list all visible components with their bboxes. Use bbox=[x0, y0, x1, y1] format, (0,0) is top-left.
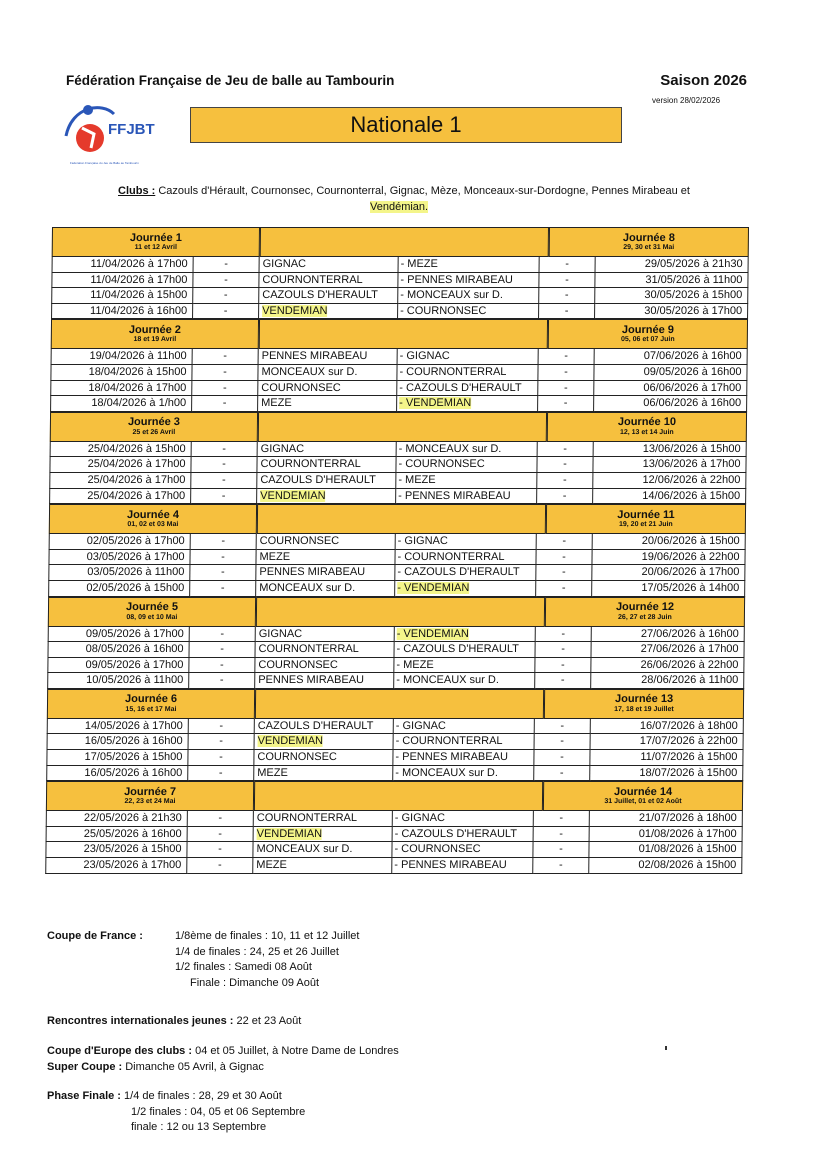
return-date: 20/06/2026 à 15h00 bbox=[593, 534, 746, 550]
away-team bbox=[395, 581, 536, 597]
match-date: 02/05/2026 à 15h00 bbox=[48, 581, 190, 597]
separator: - bbox=[188, 750, 254, 766]
return-date: 17/05/2026 à 14h00 bbox=[592, 581, 745, 597]
match-date: 25/04/2026 à 17h00 bbox=[49, 457, 191, 473]
home-team: COURNONSEC bbox=[255, 658, 394, 674]
coupe-france-line-3: 1/2 finales : Samedi 08 Août bbox=[175, 961, 312, 974]
separator: - bbox=[187, 842, 253, 858]
return-date: 11/07/2026 à 15h00 bbox=[590, 750, 743, 766]
coupe-france-line-4: Finale : Dimanche 09 Août bbox=[190, 976, 320, 989]
round-dates: 17, 18 et 19 Juillet bbox=[614, 705, 674, 713]
return-separator: - bbox=[539, 273, 595, 289]
round-header bbox=[48, 597, 745, 627]
round-right bbox=[548, 319, 748, 349]
return-date: 12/06/2026 à 22h00 bbox=[593, 473, 746, 489]
separator: - bbox=[190, 627, 256, 643]
table-row bbox=[47, 642, 744, 658]
return-separator: - bbox=[536, 550, 592, 566]
separator: - bbox=[193, 273, 259, 289]
home-team: MEZE bbox=[256, 550, 395, 566]
match-date: 09/05/2026 à 17h00 bbox=[48, 627, 190, 643]
away-team: - COURNONTERRAL bbox=[394, 734, 535, 750]
home-team: GIGNAC bbox=[260, 257, 399, 273]
away-team: - GIGNAC bbox=[398, 349, 539, 365]
away-team: - MEZE bbox=[396, 473, 537, 489]
round-dates: 29, 30 et 31 Mai bbox=[623, 244, 675, 252]
separator: - bbox=[192, 442, 258, 458]
home-team bbox=[259, 304, 398, 320]
round-left bbox=[46, 781, 254, 811]
return-separator: - bbox=[539, 288, 595, 304]
table-row bbox=[47, 673, 744, 689]
match-date: 25/04/2026 à 17h00 bbox=[49, 489, 191, 505]
round-header-spacer bbox=[257, 504, 546, 534]
round-name: Journée 2 bbox=[128, 323, 181, 336]
return-separator: - bbox=[535, 673, 591, 689]
return-date: 21/07/2026 à 18h00 bbox=[590, 811, 743, 827]
clubs-label: Clubs : bbox=[118, 185, 156, 197]
away-team: - PENNES MIRABEAU bbox=[392, 858, 533, 874]
table-row bbox=[48, 550, 745, 566]
home-team: PENNES MIRABEAU bbox=[256, 565, 395, 581]
internationales-label: Rencontres internationales jeunes : bbox=[47, 1015, 234, 1028]
home-team: PENNES MIRABEAU bbox=[255, 673, 394, 689]
away-team: - CAZOULS D'HERAULT bbox=[394, 642, 535, 658]
separator: - bbox=[188, 766, 254, 782]
round-dates: 05, 06 et 07 Juin bbox=[620, 336, 675, 344]
match-date: 18/04/2026 à 17h00 bbox=[50, 381, 192, 397]
round-name: Journée 3 bbox=[127, 416, 181, 429]
return-date: 31/05/2026 à 11h00 bbox=[595, 273, 748, 289]
match-date: 11/04/2026 à 16h00 bbox=[51, 304, 193, 320]
return-separator: - bbox=[537, 489, 593, 505]
return-date: 30/05/2026 à 17h00 bbox=[595, 304, 748, 320]
highlighted-team: VENDEMIAN bbox=[256, 827, 323, 840]
return-separator: - bbox=[537, 457, 593, 473]
home-team: CAZOULS D'HERAULT bbox=[257, 473, 396, 489]
ffjbt-logo bbox=[62, 96, 174, 170]
home-team: CAZOULS D'HERAULT bbox=[259, 288, 398, 304]
return-date: 02/08/2026 à 15h00 bbox=[589, 858, 742, 874]
separator: - bbox=[193, 349, 259, 365]
stray-mark bbox=[665, 1046, 667, 1050]
match-date: 23/05/2026 à 17h00 bbox=[45, 858, 187, 874]
home-team: MONCEAUX sur D. bbox=[253, 842, 392, 858]
phase-finale-label: Phase Finale : bbox=[47, 1090, 121, 1103]
table-row bbox=[50, 396, 747, 412]
super-coupe-line bbox=[47, 1060, 667, 1076]
away-team: - COURNONSEC bbox=[396, 457, 537, 473]
return-separator: - bbox=[539, 304, 595, 320]
away-team: - GIGNAC bbox=[394, 719, 535, 735]
away-team: - PENNES MIRABEAU bbox=[393, 750, 534, 766]
table-row bbox=[49, 489, 746, 505]
match-date: 11/04/2026 à 17h00 bbox=[51, 273, 193, 289]
return-separator: - bbox=[538, 442, 594, 458]
round-dates: 11 et 12 Avril bbox=[134, 244, 177, 252]
home-team: COURNONTERRAL bbox=[255, 642, 394, 658]
coupe-france-item: 1/8ème de finales : 10, 11 et 12 Juillet bbox=[175, 930, 360, 942]
away-team: - MONCEAUX sur D. bbox=[397, 442, 538, 458]
return-date: 17/07/2026 à 22h00 bbox=[591, 734, 744, 750]
return-date: 30/05/2026 à 15h00 bbox=[595, 288, 748, 304]
round-header bbox=[50, 412, 747, 442]
return-separator: - bbox=[538, 396, 594, 412]
round-name: Journée 4 bbox=[126, 508, 180, 521]
away-team: - PENNES MIRABEAU bbox=[396, 489, 537, 505]
round-left bbox=[51, 319, 259, 349]
federation-name: Fédération Française de Jeu de balle au Tambourin bbox=[66, 73, 395, 88]
table-row bbox=[49, 534, 746, 550]
table-row bbox=[50, 365, 747, 381]
home-team: MONCEAUX sur D. bbox=[256, 581, 395, 597]
separator: - bbox=[189, 734, 255, 750]
separator: - bbox=[193, 304, 259, 320]
return-separator: - bbox=[533, 858, 589, 874]
round-name: Journée 13 bbox=[614, 693, 674, 706]
round-dates: 15, 16 et 17 Mai bbox=[125, 705, 177, 713]
home-team: COURNONTERRAL bbox=[259, 273, 398, 289]
away-team: - CAZOULS D'HERAULT bbox=[395, 565, 536, 581]
match-date: 09/05/2026 à 17h00 bbox=[47, 658, 189, 674]
return-date: 13/06/2026 à 17h00 bbox=[593, 457, 746, 473]
logo-small-text: Fédération Française du Jeu de Balle au Tambourin bbox=[70, 161, 139, 165]
home-team: COURNONTERRAL bbox=[257, 457, 396, 473]
return-date: 13/06/2026 à 15h00 bbox=[594, 442, 747, 458]
return-separator: - bbox=[536, 565, 592, 581]
away-team: - MONCEAUX sur D. bbox=[398, 288, 539, 304]
away-team: - COURNONSEC bbox=[398, 304, 539, 320]
return-date: 29/05/2026 à 21h30 bbox=[596, 257, 749, 273]
separator: - bbox=[193, 288, 259, 304]
round-header-spacer bbox=[259, 319, 548, 349]
home-team: MONCEAUX sur D. bbox=[258, 365, 397, 381]
table-row bbox=[49, 457, 746, 473]
highlighted-team: VENDEMIAN bbox=[262, 304, 328, 317]
separator: - bbox=[192, 365, 258, 381]
match-date: 25/05/2026 à 16h00 bbox=[46, 827, 188, 843]
table-row bbox=[45, 842, 742, 858]
round-dates: 31 Juillet, 01 et 02 Août bbox=[604, 798, 682, 806]
clubs-line bbox=[118, 183, 738, 215]
match-date: 02/05/2026 à 17h00 bbox=[49, 534, 191, 550]
super-coupe-label: Super Coupe : bbox=[47, 1060, 123, 1073]
highlighted-team: - VENDEMIAN bbox=[399, 397, 472, 410]
separator: - bbox=[192, 396, 258, 412]
coupe-europe-text: 04 et 05 Juillet, à Notre Dame de Londres bbox=[195, 1044, 399, 1057]
return-date: 01/08/2026 à 15h00 bbox=[589, 842, 742, 858]
phase-finale-line-1 bbox=[47, 1089, 667, 1105]
return-date: 16/07/2026 à 18h00 bbox=[591, 719, 744, 735]
match-date: 16/05/2026 à 16h00 bbox=[46, 766, 188, 782]
table-row bbox=[51, 349, 748, 365]
match-date: 18/04/2026 à 15h00 bbox=[50, 365, 192, 381]
separator: - bbox=[190, 550, 256, 566]
round-header-spacer bbox=[260, 227, 549, 257]
logo-text: FFJBT bbox=[108, 121, 155, 138]
return-separator: - bbox=[537, 534, 593, 550]
notes bbox=[47, 929, 667, 1136]
table-row bbox=[47, 734, 744, 750]
highlighted-team: - VENDEMIAN bbox=[397, 581, 470, 594]
schedule-table bbox=[45, 227, 749, 874]
return-separator: - bbox=[534, 766, 590, 782]
home-team bbox=[254, 827, 393, 843]
round-header-spacer bbox=[256, 597, 545, 627]
round-name: Journée 14 bbox=[613, 785, 673, 798]
phase-finale-line-2: 1/2 finales : 04, 05 et 06 Septembre bbox=[131, 1105, 306, 1118]
coupe-europe-label: Coupe d'Europe des clubs : bbox=[47, 1044, 193, 1057]
table-row bbox=[51, 304, 748, 320]
return-date: 27/06/2026 à 17h00 bbox=[591, 642, 744, 658]
return-separator: - bbox=[534, 811, 590, 827]
away-team: - CAZOULS D'HERAULT bbox=[393, 827, 534, 843]
separator: - bbox=[190, 581, 256, 597]
round-header-spacer bbox=[258, 412, 547, 442]
round-dates: 26, 27 et 28 Juin bbox=[618, 613, 672, 621]
round-dates: 01, 02 et 03 Mai bbox=[127, 521, 179, 529]
round-right bbox=[543, 781, 743, 811]
return-date: 14/06/2026 à 15h00 bbox=[593, 489, 746, 505]
home-team: COURNONSEC bbox=[258, 381, 397, 397]
return-separator: - bbox=[536, 581, 592, 597]
separator: - bbox=[189, 658, 255, 674]
match-date: 22/05/2026 à 21h30 bbox=[46, 811, 188, 827]
return-separator: - bbox=[537, 473, 593, 489]
table-row bbox=[46, 750, 743, 766]
highlighted-team: VENDEMIAN bbox=[257, 735, 324, 748]
away-team: - COURNONTERRAL bbox=[397, 365, 538, 381]
table-row bbox=[51, 273, 748, 289]
away-team: - COURNONTERRAL bbox=[395, 550, 536, 566]
table-row bbox=[49, 473, 746, 489]
round-left bbox=[49, 504, 257, 534]
match-date: 14/05/2026 à 17h00 bbox=[47, 719, 189, 735]
separator: - bbox=[191, 457, 257, 473]
round-header bbox=[49, 504, 746, 534]
round-right bbox=[549, 227, 749, 257]
separator: - bbox=[192, 381, 258, 397]
version-label: version 28/02/2026 bbox=[652, 96, 721, 105]
away-team bbox=[397, 396, 538, 412]
highlighted-team: VENDEMIAN bbox=[260, 489, 326, 502]
home-team: COURNONTERRAL bbox=[254, 811, 393, 827]
return-date: 06/06/2026 à 17h00 bbox=[594, 381, 747, 397]
match-date: 23/05/2026 à 15h00 bbox=[45, 842, 187, 858]
coupe-france-line-2: 1/4 de finales : 24, 25 et 26 Juillet bbox=[175, 945, 339, 958]
round-header bbox=[52, 227, 749, 257]
round-dates: 19, 20 et 21 Juin bbox=[618, 521, 673, 529]
home-team: GIGNAC bbox=[258, 442, 397, 458]
clubs-highlight: Vendémian. bbox=[370, 201, 429, 213]
separator: - bbox=[191, 473, 257, 489]
away-team: - MEZE bbox=[394, 658, 535, 674]
home-team: MEZE bbox=[253, 858, 392, 874]
match-date: 19/04/2026 à 11h00 bbox=[51, 349, 193, 365]
round-header bbox=[51, 319, 748, 349]
home-team: MEZE bbox=[254, 766, 393, 782]
home-team bbox=[257, 489, 396, 505]
round-right bbox=[545, 597, 745, 627]
round-name: Journée 9 bbox=[621, 323, 674, 336]
season-label: Saison 2026 bbox=[660, 72, 747, 89]
round-dates: 08, 09 et 10 Mai bbox=[126, 613, 178, 621]
away-team: - MEZE bbox=[399, 257, 540, 273]
round-name: Journée 5 bbox=[125, 601, 179, 614]
match-date: 03/05/2026 à 11h00 bbox=[48, 565, 190, 581]
return-separator: - bbox=[536, 627, 592, 643]
round-header bbox=[46, 781, 743, 811]
round-name: Journée 7 bbox=[124, 785, 177, 798]
home-team: COURNONSEC bbox=[254, 750, 393, 766]
separator: - bbox=[189, 642, 255, 658]
round-left bbox=[52, 227, 260, 257]
match-date: 03/05/2026 à 17h00 bbox=[48, 550, 190, 566]
separator: - bbox=[191, 534, 257, 550]
table-row bbox=[47, 658, 744, 674]
round-header bbox=[47, 689, 744, 719]
separator: - bbox=[194, 257, 260, 273]
separator: - bbox=[189, 719, 255, 735]
title-box bbox=[190, 107, 622, 143]
table-row bbox=[45, 858, 742, 874]
match-date: 08/05/2026 à 16h00 bbox=[47, 642, 189, 658]
return-separator: - bbox=[538, 381, 594, 397]
return-date: 26/06/2026 à 22h00 bbox=[591, 658, 744, 674]
phase-finale-first: 1/4 de finales : 28, 29 et 30 Août bbox=[124, 1090, 282, 1103]
round-name: Journée 1 bbox=[129, 231, 182, 244]
internationales-line bbox=[47, 1014, 667, 1030]
round-name: Journée 6 bbox=[125, 693, 178, 706]
return-separator: - bbox=[538, 365, 594, 381]
return-separator: - bbox=[535, 658, 591, 674]
coupe-france-line-1 bbox=[47, 929, 667, 945]
phase-finale-line-3: finale : 12 ou 13 Septembre bbox=[131, 1121, 267, 1134]
return-date: 07/06/2026 à 16h00 bbox=[595, 349, 748, 365]
round-dates: 25 et 26 Avril bbox=[132, 428, 176, 436]
match-date: 11/04/2026 à 15h00 bbox=[51, 288, 193, 304]
home-team: COURNONSEC bbox=[257, 534, 396, 550]
clubs-text: Cazouls d'Hérault, Cournonsec, Cournonterral, Gignac, Mèze, Monceaux-sur-Dordogne, Pennes Mirabeau et bbox=[158, 185, 690, 197]
return-separator: - bbox=[533, 842, 589, 858]
return-date: 06/06/2026 à 16h00 bbox=[594, 396, 747, 412]
separator: - bbox=[190, 565, 256, 581]
separator: - bbox=[188, 827, 254, 843]
return-date: 19/06/2026 à 22h00 bbox=[592, 550, 745, 566]
table-row bbox=[52, 257, 749, 273]
away-team bbox=[395, 627, 536, 643]
table-row bbox=[48, 581, 745, 597]
return-separator: - bbox=[535, 734, 591, 750]
table-row bbox=[46, 811, 743, 827]
table-row bbox=[50, 381, 747, 397]
return-separator: - bbox=[539, 349, 595, 365]
match-date: 25/04/2026 à 15h00 bbox=[50, 442, 192, 458]
round-dates: 12, 13 et 14 Juin bbox=[619, 428, 674, 436]
highlighted-team: - VENDEMIAN bbox=[396, 627, 469, 640]
match-date: 10/05/2026 à 11h00 bbox=[47, 673, 189, 689]
round-right bbox=[546, 504, 746, 534]
match-date: 17/05/2026 à 15h00 bbox=[46, 750, 188, 766]
match-date: 18/04/2026 à 1/h00 bbox=[50, 396, 192, 412]
separator: - bbox=[191, 489, 257, 505]
round-header-spacer bbox=[254, 781, 543, 811]
match-date: 16/05/2026 à 16h00 bbox=[47, 734, 189, 750]
coupe-france-label: Coupe de France : bbox=[47, 930, 143, 942]
home-team: MEZE bbox=[258, 396, 397, 412]
round-left bbox=[50, 412, 258, 442]
internationales-text: 22 et 23 Août bbox=[236, 1015, 302, 1028]
page-title: Nationale 1 bbox=[350, 112, 462, 137]
away-team: - PENNES MIRABEAU bbox=[398, 273, 539, 289]
return-date: 01/08/2026 à 17h00 bbox=[590, 827, 743, 843]
round-right bbox=[547, 412, 747, 442]
table-row bbox=[47, 719, 744, 735]
home-team bbox=[255, 734, 394, 750]
round-name: Journée 12 bbox=[615, 601, 675, 614]
match-date: 11/04/2026 à 17h00 bbox=[52, 257, 194, 273]
return-date: 27/06/2026 à 16h00 bbox=[592, 627, 745, 643]
round-dates: 18 et 19 Avril bbox=[133, 336, 177, 344]
round-dates: 22, 23 et 24 Mai bbox=[124, 798, 176, 806]
return-date: 09/05/2026 à 16h00 bbox=[594, 365, 747, 381]
return-separator: - bbox=[535, 642, 591, 658]
return-separator: - bbox=[534, 827, 590, 843]
return-separator: - bbox=[535, 719, 591, 735]
away-team: - GIGNAC bbox=[396, 534, 537, 550]
round-name: Journée 8 bbox=[622, 231, 675, 244]
match-date: 25/04/2026 à 17h00 bbox=[49, 473, 191, 489]
return-separator: - bbox=[540, 257, 596, 273]
table-row bbox=[46, 766, 743, 782]
round-left bbox=[48, 597, 256, 627]
table-row bbox=[48, 627, 745, 643]
round-name: Journée 11 bbox=[617, 508, 675, 521]
round-left bbox=[47, 689, 255, 719]
separator: - bbox=[187, 858, 253, 874]
return-separator: - bbox=[534, 750, 590, 766]
away-team: - MONCEAUX sur D. bbox=[394, 673, 535, 689]
return-date: 28/06/2026 à 11h00 bbox=[591, 673, 744, 689]
away-team: - CAZOULS D'HERAULT bbox=[397, 381, 538, 397]
separator: - bbox=[188, 811, 254, 827]
round-right bbox=[544, 689, 744, 719]
away-team: - COURNONSEC bbox=[392, 842, 533, 858]
home-team: CAZOULS D'HERAULT bbox=[255, 719, 394, 735]
return-date: 18/07/2026 à 15h00 bbox=[590, 766, 743, 782]
home-team: PENNES MIRABEAU bbox=[259, 349, 398, 365]
away-team: - GIGNAC bbox=[393, 811, 534, 827]
super-coupe-text: Dimanche 05 Avril, à Gignac bbox=[125, 1060, 264, 1073]
table-row bbox=[50, 442, 747, 458]
round-header-spacer bbox=[255, 689, 544, 719]
home-team: GIGNAC bbox=[256, 627, 395, 643]
coupe-europe-line bbox=[47, 1044, 667, 1060]
return-date: 20/06/2026 à 17h00 bbox=[592, 565, 745, 581]
table-row bbox=[51, 288, 748, 304]
round-name: Journée 10 bbox=[617, 416, 677, 429]
separator: - bbox=[189, 673, 255, 689]
table-row bbox=[48, 565, 745, 581]
away-team: - MONCEAUX sur D. bbox=[393, 766, 534, 782]
table-row bbox=[46, 827, 743, 843]
